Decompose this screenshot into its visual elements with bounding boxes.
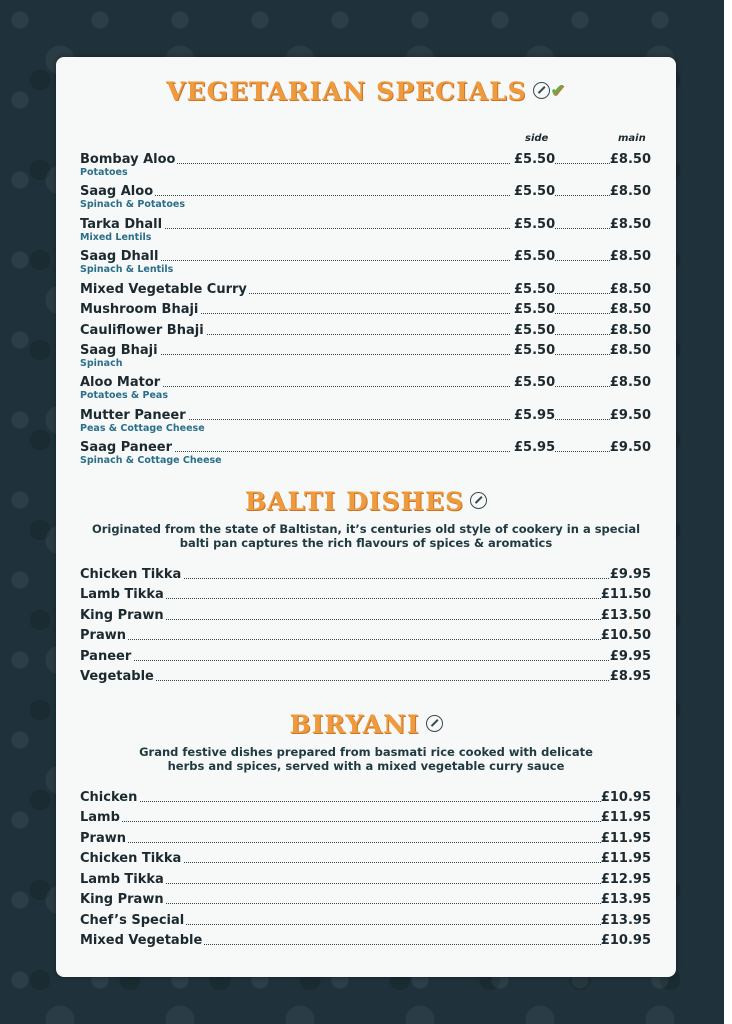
item-name: Lamb Tikka bbox=[80, 872, 164, 887]
item-name: Cauliflower Bhaji bbox=[80, 323, 204, 338]
menu-item-row bbox=[80, 152, 651, 170]
menu-item-row bbox=[80, 933, 651, 951]
veg-section-title bbox=[56, 77, 676, 106]
page-edge bbox=[724, 0, 732, 1024]
item-name: Saag Dhall bbox=[80, 249, 159, 264]
item-name: King Prawn bbox=[80, 608, 164, 623]
item-side-price: £5.50 bbox=[514, 184, 556, 199]
item-price: £9.95 bbox=[609, 649, 651, 664]
item-description: Mixed Lentils bbox=[80, 232, 152, 243]
balti-desc-line-2: balti pan captures the rich flavours of spices & aromatics bbox=[179, 536, 553, 550]
item-side-price: £5.50 bbox=[514, 152, 556, 167]
col-side-header: side bbox=[525, 133, 549, 144]
item-name: Lamb bbox=[80, 810, 120, 825]
menu-item-row bbox=[80, 217, 651, 235]
menu-item-row bbox=[80, 831, 651, 849]
veg-title-text: VEGETARIAN SPECIALS bbox=[166, 77, 527, 106]
biryani-desc-line-2: herbs and spices, served with a mixed vegetable curry sauce bbox=[167, 759, 565, 773]
menu-item-row bbox=[80, 790, 651, 808]
item-price: £12.95 bbox=[600, 872, 651, 887]
leader-dots bbox=[80, 821, 651, 822]
item-side-price: £5.50 bbox=[514, 282, 556, 297]
item-price: £8.95 bbox=[609, 669, 651, 684]
menu-item-row bbox=[80, 872, 651, 890]
item-description: Spinach bbox=[80, 358, 123, 369]
item-description: Peas & Cottage Cheese bbox=[80, 423, 205, 434]
item-name: Mushroom Bhaji bbox=[80, 302, 199, 317]
leader-dots bbox=[80, 660, 651, 661]
item-side-price: £5.50 bbox=[514, 302, 556, 317]
item-price: £11.95 bbox=[600, 810, 651, 825]
gluten-free-icon bbox=[533, 82, 550, 99]
item-side-price: £5.95 bbox=[514, 408, 556, 423]
item-price: £10.95 bbox=[600, 933, 651, 948]
vegetarian-leaf-icon: ✔ bbox=[550, 80, 566, 101]
item-side-price: £5.50 bbox=[514, 249, 556, 264]
item-price: £13.50 bbox=[600, 608, 651, 623]
item-price: £11.95 bbox=[600, 851, 651, 866]
item-side-price: £5.50 bbox=[514, 343, 556, 358]
menu-item-row bbox=[80, 282, 651, 300]
item-main-price: £8.50 bbox=[609, 282, 651, 297]
gluten-free-icon bbox=[470, 492, 487, 509]
item-name: Bombay Aloo bbox=[80, 152, 176, 167]
item-price: £10.95 bbox=[600, 790, 651, 805]
item-main-price: £8.50 bbox=[609, 343, 651, 358]
balti-section-title bbox=[56, 487, 676, 516]
balti-title-text: BALTI DISHES bbox=[244, 487, 465, 516]
item-price: £9.95 bbox=[609, 567, 651, 582]
item-price: £10.50 bbox=[600, 628, 651, 643]
balti-desc-line-1: Originated from the state of Baltistan, it’s centuries old style of cookery in a special bbox=[91, 522, 641, 536]
menu-item-row bbox=[80, 608, 651, 626]
item-name: Chef’s Special bbox=[80, 913, 185, 928]
menu-item-row bbox=[80, 649, 651, 667]
item-main-price: £8.50 bbox=[609, 152, 651, 167]
item-description: Spinach & Potatoes bbox=[80, 199, 185, 210]
biryani-desc-line-1: Grand festive dishes prepared from basmati rice cooked with delicate bbox=[139, 745, 593, 759]
menu-item-row bbox=[80, 323, 651, 341]
leader-dots bbox=[80, 680, 651, 681]
item-name: Chicken bbox=[80, 790, 138, 805]
item-name: Paneer bbox=[80, 649, 132, 664]
menu-item-row bbox=[80, 628, 651, 646]
item-price: £11.50 bbox=[600, 587, 651, 602]
menu-item-row bbox=[80, 669, 651, 687]
item-name: Prawn bbox=[80, 628, 126, 643]
menu-item-row bbox=[80, 851, 651, 869]
menu-item-row bbox=[80, 567, 651, 585]
item-name: Aloo Mator bbox=[80, 375, 161, 390]
item-main-price: £8.50 bbox=[609, 302, 651, 317]
item-main-price: £9.50 bbox=[609, 440, 651, 455]
item-price: £11.95 bbox=[600, 831, 651, 846]
item-name: Saag Bhaji bbox=[80, 343, 158, 358]
leader-dots bbox=[80, 619, 651, 620]
item-side-price: £5.50 bbox=[514, 323, 556, 338]
leader-dots bbox=[80, 801, 651, 802]
item-description: Spinach & Cottage Cheese bbox=[80, 455, 222, 466]
menu-item-row bbox=[80, 343, 651, 361]
biryani-title-text: BIRYANI bbox=[289, 710, 420, 739]
item-price: £13.95 bbox=[600, 892, 651, 907]
item-name: Lamb Tikka bbox=[80, 587, 164, 602]
item-name: Vegetable bbox=[80, 669, 154, 684]
item-name: Saag Aloo bbox=[80, 184, 154, 199]
leader-dots bbox=[80, 842, 651, 843]
menu-item-row bbox=[80, 302, 651, 320]
item-main-price: £8.50 bbox=[609, 217, 651, 232]
item-main-price: £8.50 bbox=[609, 323, 651, 338]
item-description: Potatoes bbox=[80, 167, 128, 178]
item-side-price: £5.50 bbox=[514, 375, 556, 390]
item-main-price: £8.50 bbox=[609, 184, 651, 199]
item-main-price: £9.50 bbox=[609, 408, 651, 423]
item-name: Mixed Vegetable Curry bbox=[80, 282, 247, 297]
item-name: Prawn bbox=[80, 831, 126, 846]
item-main-price: £8.50 bbox=[609, 375, 651, 390]
menu-card bbox=[56, 57, 676, 977]
biryani-description bbox=[56, 745, 676, 773]
menu-item-row bbox=[80, 810, 651, 828]
menu-item-row bbox=[80, 913, 651, 931]
item-main-price: £8.50 bbox=[609, 249, 651, 264]
item-side-price: £5.50 bbox=[514, 217, 556, 232]
leader-dots bbox=[80, 639, 651, 640]
gluten-free-icon bbox=[426, 715, 443, 732]
leader-dots bbox=[80, 903, 651, 904]
item-name: Tarka Dhall bbox=[80, 217, 163, 232]
col-main-header: main bbox=[618, 133, 646, 144]
item-name: Saag Paneer bbox=[80, 440, 172, 455]
item-name: Mutter Paneer bbox=[80, 408, 186, 423]
menu-item-row bbox=[80, 587, 651, 605]
item-name: Chicken Tikka bbox=[80, 567, 182, 582]
item-description: Spinach & Lentils bbox=[80, 264, 174, 275]
menu-item-row bbox=[80, 892, 651, 910]
item-price: £13.95 bbox=[600, 913, 651, 928]
item-side-price: £5.95 bbox=[514, 440, 556, 455]
item-name: Chicken Tikka bbox=[80, 851, 182, 866]
item-name: King Prawn bbox=[80, 892, 164, 907]
balti-description bbox=[56, 522, 676, 550]
item-name: Mixed Vegetable bbox=[80, 933, 203, 948]
item-description: Potatoes & Peas bbox=[80, 390, 168, 401]
biryani-section-title bbox=[56, 710, 676, 739]
